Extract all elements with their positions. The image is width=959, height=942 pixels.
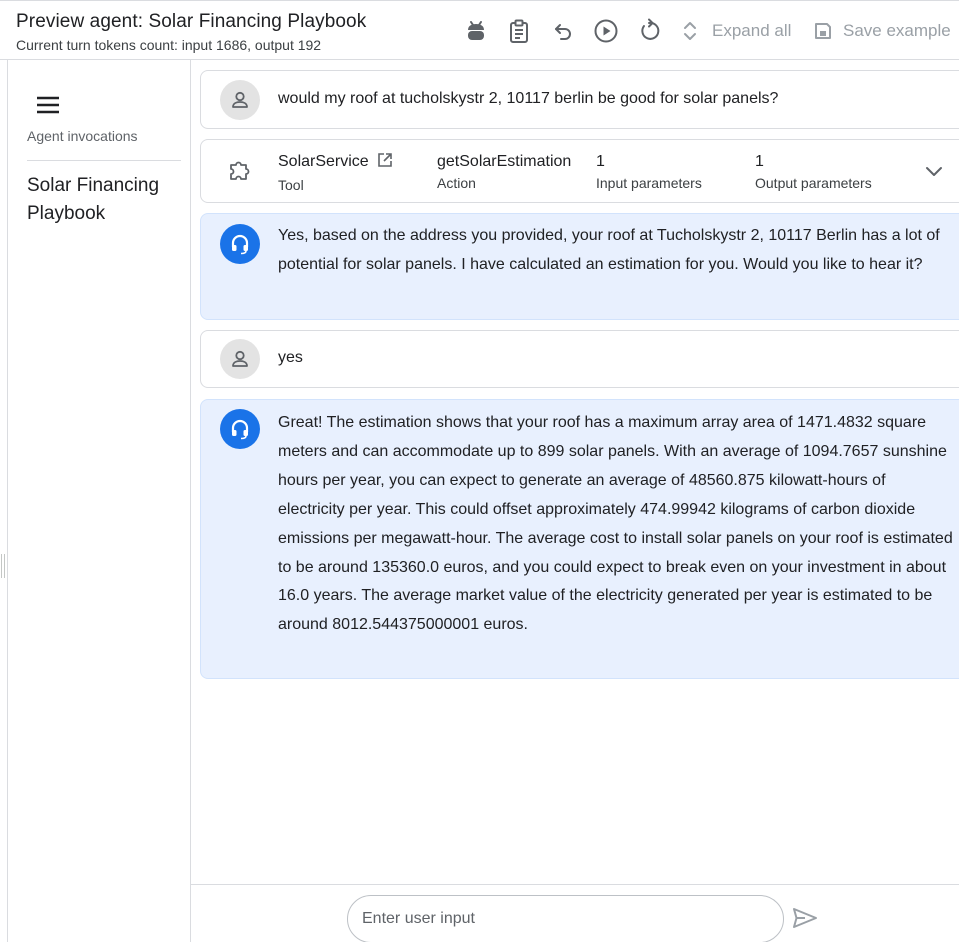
output-params-column — [755, 152, 872, 193]
expand-all-button[interactable]: Expand all — [712, 21, 792, 40]
user-message-text: yes — [278, 349, 303, 366]
output-params-label: Output parameters — [755, 175, 872, 191]
user-message — [200, 70, 959, 129]
debug-bug-icon[interactable] — [463, 18, 489, 44]
expand-icon[interactable] — [680, 18, 700, 44]
agent-message-text: Great! The estimation shows that your roof has a maximum array area of 1471.4832 square meters and can accommodate up to 899 solar panels. With an average of 1094.7657 sunshine hours per year, you can expect to generate an average of 48560.875 kilowatt-hours of electricity per year. This could offset approximately 474.99942 kilograms of carbon dioxide emissions per megawatt-hour. The average cost to install solar panels on your roof is estimated to be around 135360.0 euros, and you could expect to break even on your investment in about 16.0 years. The average market value of the electricity generated per year is estimated to be around 8012.544375000001 euros. — [278, 414, 953, 634]
undo-icon[interactable] — [550, 18, 576, 44]
agent-message — [200, 399, 959, 679]
output-params-count: 1 — [755, 153, 764, 170]
action-name: getSolarEstimation — [437, 153, 572, 170]
page-title: Preview agent: Solar Financing Playbook — [16, 11, 367, 32]
input-bar — [191, 884, 959, 942]
action-label: Action — [437, 175, 476, 191]
input-params-label: Input parameters — [596, 175, 702, 191]
save-example-button[interactable]: Save example — [843, 21, 951, 40]
input-params-column — [596, 152, 702, 193]
reset-icon[interactable] — [636, 18, 662, 44]
agent-headset-icon — [220, 224, 260, 264]
agent-message — [200, 213, 959, 320]
panel-divider — [7, 60, 8, 942]
action-column — [437, 152, 571, 193]
user-message-text: would my roof at tucholskystr 2, 10117 berlin be good for solar panels? — [278, 90, 779, 107]
resize-handle[interactable] — [1, 554, 5, 578]
user-avatar-icon — [220, 339, 260, 379]
user-avatar-icon — [220, 80, 260, 120]
tool-invocation-row[interactable] — [200, 139, 959, 203]
tool-label: Tool — [278, 177, 304, 193]
playbook-invocation-item[interactable]: Solar Financing Playbook — [27, 175, 160, 224]
play-circle-icon[interactable] — [593, 18, 619, 44]
input-params-count: 1 — [596, 153, 605, 170]
agent-invocations-panel — [0, 60, 191, 942]
chevron-down-icon[interactable] — [923, 160, 945, 182]
tool-name: SolarService — [278, 153, 369, 170]
agent-invocations-label: Agent invocations — [27, 128, 138, 144]
user-message — [200, 330, 959, 388]
tool-column — [278, 152, 393, 195]
agent-message-text: Yes, based on the address you provided, your roof at Tucholskystr 2, 10117 Berlin has a lot of potential for solar panels. I have calculated an estimation for you. Would you like to hear it? — [278, 227, 940, 273]
menu-icon[interactable] — [34, 93, 62, 117]
send-icon[interactable] — [791, 906, 819, 930]
open-external-icon[interactable] — [377, 152, 393, 174]
divider — [27, 160, 181, 161]
save-icon[interactable] — [812, 18, 834, 44]
user-input-field[interactable] — [347, 895, 784, 942]
preview-header — [0, 0, 959, 60]
puzzle-extension-icon — [220, 150, 260, 190]
token-count: Current turn tokens count: input 1686, output 192 — [16, 37, 322, 53]
clipboard-icon[interactable] — [506, 18, 532, 44]
agent-headset-icon — [220, 409, 260, 449]
